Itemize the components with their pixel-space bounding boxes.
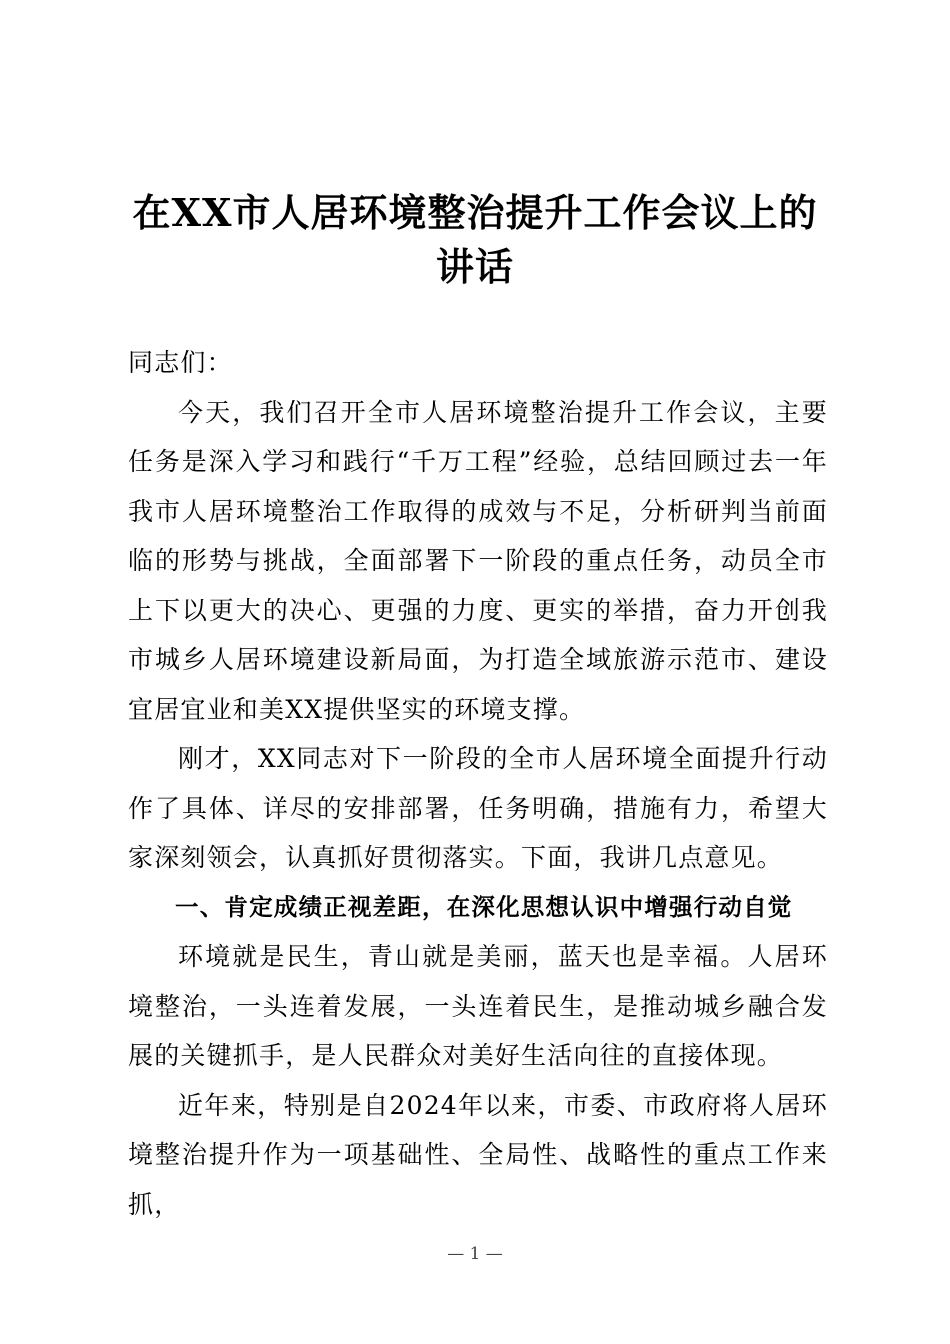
document-body bbox=[128, 338, 828, 1229]
section-heading: 一、肯定成绩正视差距，在深化思想认识中增强行动自觉 bbox=[175, 892, 793, 921]
paragraph-arrangement: 刚才，XX同志对下一阶段的全市人居环境全面提升行动作了具体、详尽的安排部署，任务明确，措施有力，希望大家深刻领会，认真抓好贯彻落实。下面，我讲几点意见。 bbox=[128, 744, 828, 872]
paragraph-opening: 今天，我们召开全市人居环境整治提升工作会议，主要任务是深入学习和践行“千万工程”经验，总结回顾过去一年我市人居环境整治工作取得的成效与不足，分析研判当前面临的形势与挑战，全面部署下一阶段的重点任务，动员全市上下以更大的决心、更强的力度、更实的举措，奋力开创我市城乡人居环境建设新局面，为打造全域旅游示范市、建设宜居宜业和美XX提供坚实的环境支撑。 bbox=[128, 397, 828, 724]
document-title bbox=[100, 186, 850, 294]
section-paragraph: 环境就是民生，青山就是美丽，蓝天也是幸福。人居环境整治，一头连着发展，一头连着民生，是推动城乡融合发展的关键抓手，是人民群众对美好生活向往的直接体现。 bbox=[128, 942, 828, 1070]
title-line-2: 讲话 bbox=[435, 244, 514, 289]
page-number: — 1 — bbox=[447, 1244, 503, 1264]
section-paragraph: 近年来，特别是自2024年以来，市委、市政府将人居环境整治提升作为一项基础性、全局性、战略性的重点工作来抓， bbox=[128, 1090, 828, 1219]
salutation: 同志们： bbox=[128, 348, 233, 377]
title-line-1: 在XX市人居环境整治提升工作会议上的 bbox=[132, 190, 818, 235]
